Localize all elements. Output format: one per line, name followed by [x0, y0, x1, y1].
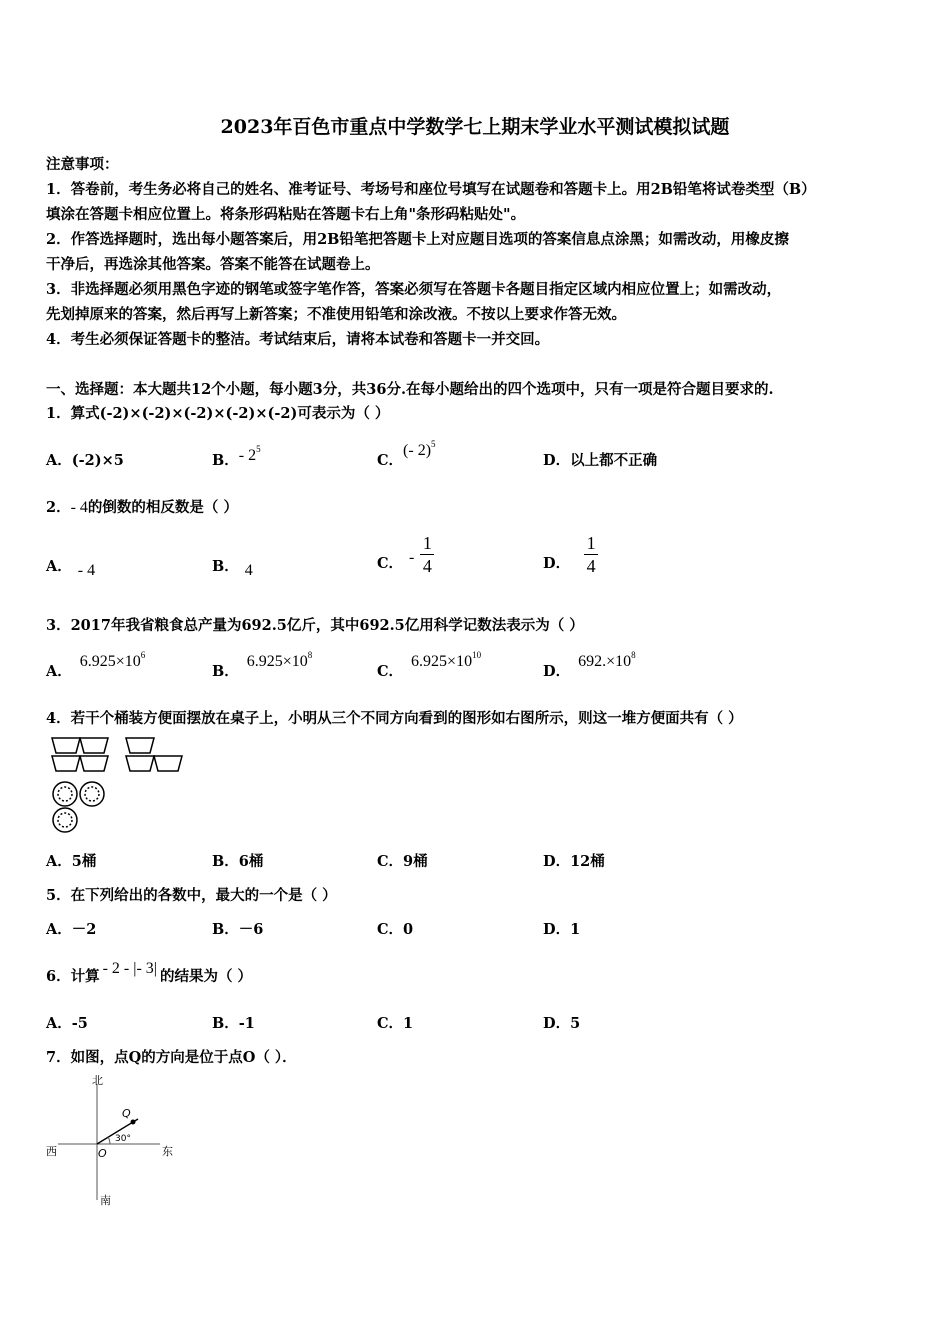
- q6-option-c: C．1: [377, 1015, 414, 1032]
- q5-option-b: B．－6: [212, 921, 264, 938]
- direction-diagram: [42, 1070, 182, 1210]
- q6-option-a: A．-5: [46, 1015, 88, 1032]
- question-5-stem: 5．在下列给出的各数中，最大的一个是（ ）: [46, 887, 337, 904]
- origin-label: O: [98, 1147, 107, 1160]
- notice-line: 填涂在答题卡相应位置上。将条形码粘贴在答题卡右上角"条形码粘贴处"。: [46, 206, 526, 223]
- q3-option-b: B．$6.925\times 10^8$: [212, 650, 313, 680]
- q1-option-d: D．以上都不正确: [543, 452, 658, 469]
- page-title: 2023年百色市重点中学数学七上期末学业水平测试模拟试题: [220, 116, 730, 138]
- q2-option-d: D． $\frac{1}{4}$: [543, 530, 598, 578]
- q-label: Q: [122, 1107, 131, 1120]
- angle-label: 30°: [115, 1134, 131, 1144]
- q5-option-c: C．0: [377, 921, 414, 938]
- q3-option-d: D．$692.\times 10^8$: [543, 650, 636, 680]
- q4-option-d: D．12桶: [543, 853, 605, 870]
- q6-option-b: B．-1: [212, 1015, 255, 1032]
- question-2-stem: 2．- 4的倒数的相反数是（ ）: [46, 499, 238, 516]
- q1-option-c: C．(- 2)$^5$: [377, 439, 436, 469]
- notice-line: 先划掉原来的答案，然后再写上新答案；不准使用铅笔和涂改液。不按以上要求作答无效。: [46, 306, 626, 323]
- q5-option-a: A．－2: [46, 921, 97, 938]
- question-3-stem: 3．2017年我省粮食总产量为692.5亿斤，其中692.5亿用科学记数法表示为（ ）: [46, 617, 584, 634]
- notice-line: 2．作答选择题时，选出每小题答案后，用2B铅笔把答题卡上对应题目选项的答案信息点涂黑；如需改动，用橡皮擦: [46, 231, 789, 248]
- q1-option-a: A．(-2)×5: [46, 452, 124, 469]
- question-7-stem: 7．如图，点Q的方向是位于点O（ ）．: [46, 1049, 297, 1066]
- south-label: 南: [100, 1194, 111, 1207]
- point-q-marker: [131, 1120, 136, 1125]
- section-heading: 一、选择题：本大题共12个小题，每小题3分，共36分.在每小题给出的四个选项中，只有一项是符合题目要求的.: [46, 381, 774, 398]
- notice-line: 干净后，再选涂其他答案。答案不能答在试题卷上。: [46, 256, 380, 273]
- q4-option-c: C．9桶: [377, 853, 428, 870]
- question-4-stem: 4．若干个桶装方便面摆放在桌子上，小明从三个不同方向看到的图形如右图所示，则这一堆方便面共有（ ）: [46, 710, 743, 727]
- east-label: 东: [162, 1145, 173, 1158]
- q2-option-b: B． 4: [212, 558, 253, 579]
- q3-option-c: C．$6.925\times 10^{10}$: [377, 650, 482, 680]
- three-view-figure: [48, 735, 188, 835]
- q4-option-b: B．6桶: [212, 853, 264, 870]
- question-6-stem: 6．计算 - 2 - |- 3| 的结果为（ ）: [46, 960, 253, 985]
- north-label: 北: [92, 1074, 103, 1087]
- q4-option-a: A．5桶: [46, 853, 97, 870]
- west-label: 西: [46, 1145, 57, 1158]
- q5-option-d: D．1: [543, 921, 581, 938]
- q2-option-a: A． - 4: [46, 558, 96, 579]
- notice-heading: 注意事项：: [46, 156, 119, 173]
- question-1-stem: 1．算式(-2)×(-2)×(-2)×(-2)×(-2)可表示为（ ）: [46, 405, 390, 422]
- q3-option-a: A．$6.925\times 10^6$: [46, 650, 146, 680]
- notice-line: 4．考生必须保证答题卡的整洁。考试结束后，请将本试卷和答题卡一并交回。: [46, 331, 550, 348]
- q1-option-b: B．- $2^5$: [212, 444, 261, 469]
- q2-option-c: C． - $\frac{1}{4}$: [377, 530, 434, 578]
- q6-option-d: D．5: [543, 1015, 581, 1032]
- notice-line: 1．答卷前，考生务必将自己的姓名、准考证号、考场号和座位号填写在试题卷和答题卡上。用2B铅笔将试卷类型（B）: [46, 181, 816, 198]
- notice-line: 3．非选择题必须用黑色字迹的钢笔或签字笔作答，答案必须写在答题卡各题目指定区域内相应位置上；如需改动，: [46, 281, 782, 298]
